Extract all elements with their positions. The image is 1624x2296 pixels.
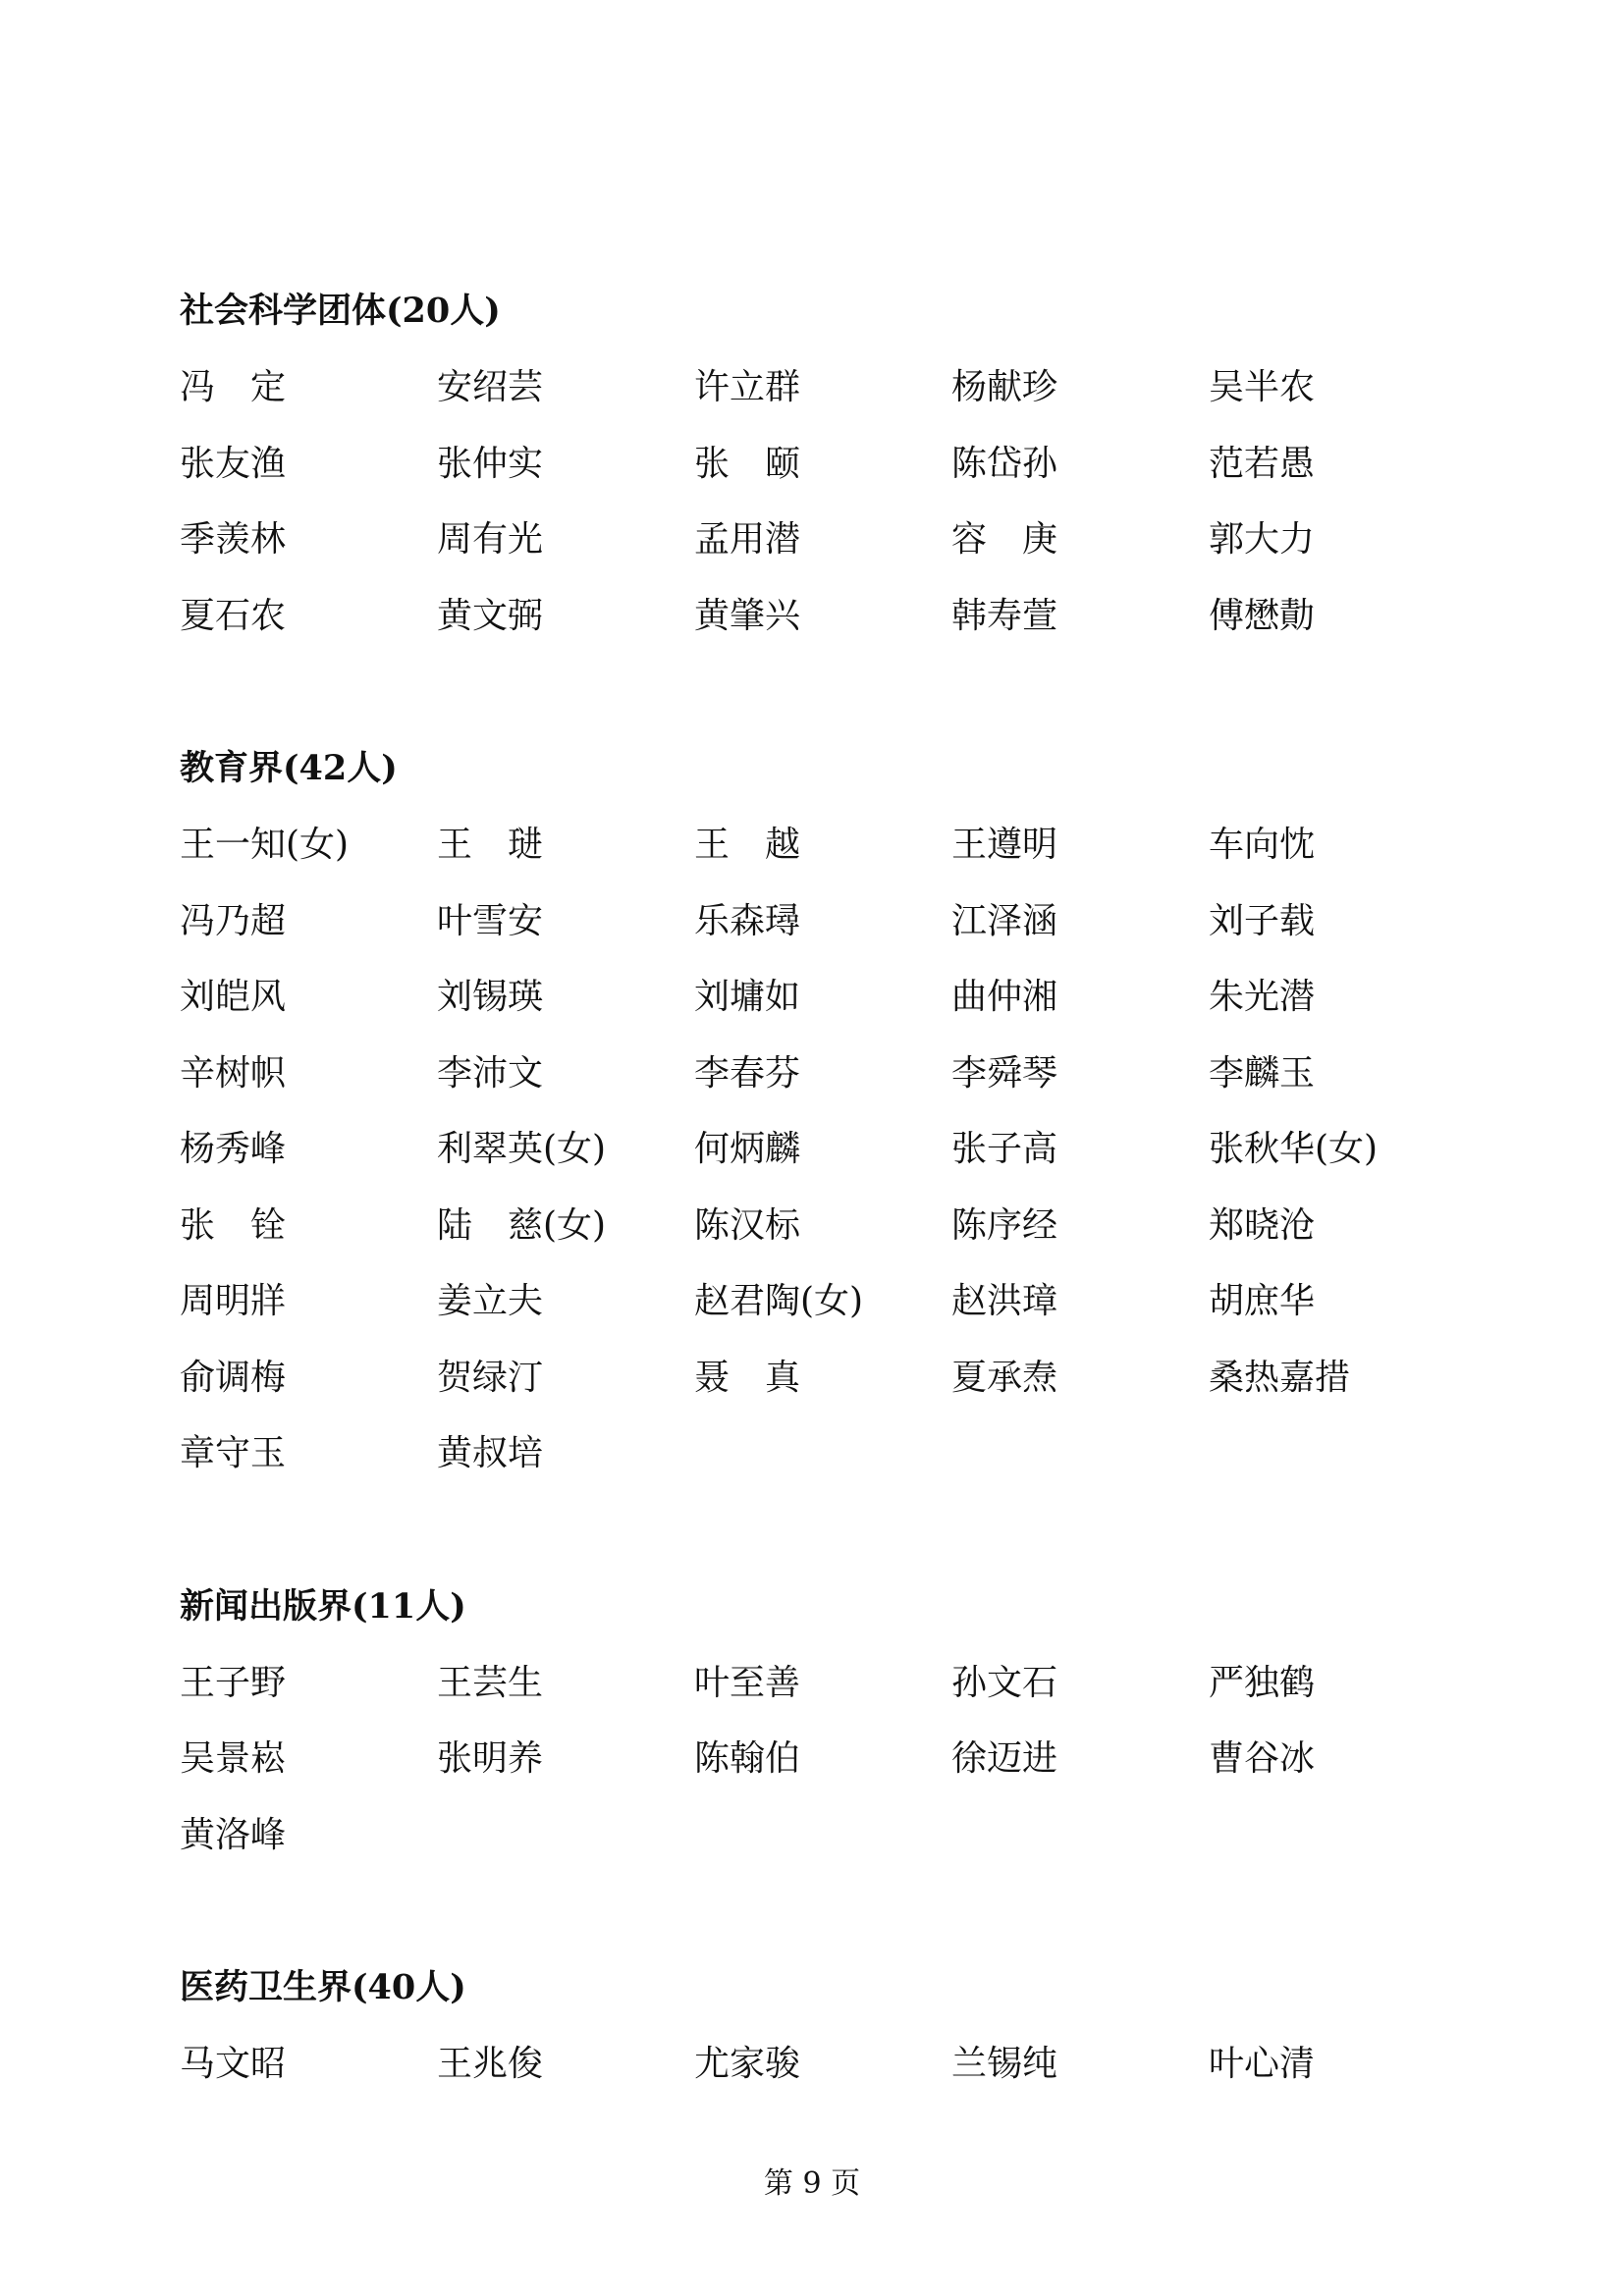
member-name: 叶至善 (694, 1662, 801, 1703)
member-name: 许立群 (694, 367, 801, 407)
member-name: 俞调梅 (180, 1357, 287, 1398)
member-name: 吴景崧 (180, 1738, 287, 1779)
member-name: 刘皑风 (180, 977, 287, 1017)
category-section (180, 730, 1456, 1492)
member-name: 杨秀峰 (180, 1129, 287, 1169)
member-name: 周有光 (437, 519, 544, 560)
category-section (180, 273, 1456, 654)
member-name: 尤家骏 (694, 2044, 801, 2084)
category-section (180, 1569, 1456, 1874)
member-name: 马文昭 (180, 2044, 287, 2084)
member-name: 季羡林 (180, 519, 287, 560)
member-name: 夏石农 (180, 595, 287, 636)
name-grid (180, 349, 1456, 654)
member-name: 李舜琴 (951, 1052, 1058, 1094)
member-name: 王遵明 (951, 825, 1058, 865)
member-name: 王芸生 (437, 1662, 544, 1703)
member-name: 何炳麟 (694, 1129, 801, 1169)
section-title: 教育界(42人) (180, 748, 398, 788)
member-name: 张 铨 (180, 1204, 287, 1246)
section-title: 新闻出版界(11人) (180, 1585, 466, 1627)
member-name: 赵洪璋 (951, 1281, 1058, 1321)
member-name: 范若愚 (1209, 443, 1316, 484)
member-name: 章守玉 (180, 1433, 287, 1473)
member-name: 贺绿汀 (437, 1357, 544, 1398)
member-name: 陈汉标 (694, 1204, 801, 1246)
member-name: 胡庶华 (1209, 1281, 1316, 1321)
member-name: 张 颐 (694, 443, 801, 484)
section-title: 医药卫生界(40人) (180, 1967, 466, 2007)
member-name: 陈翰伯 (694, 1738, 801, 1779)
member-name: 叶雪安 (437, 900, 544, 941)
member-name: 李麟玉 (1209, 1052, 1316, 1094)
category-section (180, 1949, 1456, 2103)
member-name: 张子高 (951, 1129, 1058, 1169)
name-grid (180, 807, 1456, 1492)
member-name: 徐迈进 (951, 1738, 1058, 1779)
section-title: 社会科学团体(20人) (180, 291, 501, 331)
member-name: 曲仲湘 (951, 977, 1058, 1017)
member-name: 姜立夫 (437, 1281, 544, 1321)
member-name: 王 琎 (437, 825, 544, 865)
member-name: 严独鹤 (1209, 1662, 1316, 1703)
member-name: 李春芬 (694, 1052, 801, 1094)
member-name: 江泽涵 (951, 900, 1058, 941)
member-name: 黄文弼 (437, 595, 544, 636)
member-name: 利翠英(女) (437, 1129, 607, 1169)
member-name: 王兆俊 (437, 2044, 544, 2084)
member-name: 聂 真 (694, 1357, 801, 1398)
member-list (180, 273, 1456, 2179)
member-name: 张友渔 (180, 443, 287, 484)
name-grid (180, 1645, 1456, 1874)
member-name: 冯 定 (180, 367, 287, 407)
member-name: 王子野 (180, 1662, 287, 1703)
member-name: 郑晓沧 (1209, 1204, 1316, 1246)
member-name: 王 越 (694, 825, 801, 865)
member-name: 黄肇兴 (694, 595, 801, 636)
member-name: 辛树帜 (180, 1052, 287, 1094)
member-name: 夏承焘 (951, 1357, 1058, 1398)
member-name: 朱光潜 (1209, 977, 1316, 1017)
member-name: 韩寿萱 (951, 595, 1058, 636)
member-name: 陆 慈(女) (437, 1204, 607, 1246)
member-name: 孟用潜 (694, 519, 801, 560)
member-name: 吴半农 (1209, 367, 1316, 407)
member-name: 冯乃超 (180, 900, 287, 941)
member-name: 杨献珍 (951, 367, 1058, 407)
member-name: 叶心清 (1209, 2044, 1316, 2084)
member-name: 刘墉如 (694, 977, 801, 1017)
member-name: 王一知(女) (180, 825, 350, 865)
member-name: 黄叔培 (437, 1433, 544, 1473)
member-name: 兰锡纯 (951, 2044, 1058, 2084)
member-name: 张明养 (437, 1738, 544, 1779)
member-name: 张仲实 (437, 443, 544, 484)
member-name: 傅懋勣 (1209, 595, 1316, 636)
member-name: 陈序经 (951, 1204, 1058, 1246)
member-name: 刘锡瑛 (437, 977, 544, 1017)
member-name: 张秋华(女) (1209, 1129, 1379, 1169)
member-name: 车向忱 (1209, 825, 1316, 865)
member-name: 刘子载 (1209, 900, 1316, 941)
page-number: 第 9 页 (763, 2166, 861, 2201)
member-name: 赵君陶(女) (694, 1281, 864, 1321)
member-name: 周明牂 (180, 1281, 287, 1321)
member-name: 陈岱孙 (951, 443, 1058, 484)
member-name: 李沛文 (437, 1052, 544, 1094)
member-name: 乐森璕 (694, 900, 801, 941)
member-name: 容 庚 (951, 519, 1058, 560)
member-name: 安绍芸 (437, 367, 544, 407)
member-name: 曹谷冰 (1209, 1738, 1316, 1779)
member-name: 黄洛峰 (180, 1814, 287, 1855)
member-name: 桑热嘉措 (1209, 1357, 1351, 1398)
member-name: 孙文石 (951, 1662, 1058, 1703)
name-grid (180, 2026, 1456, 2103)
member-name: 郭大力 (1209, 519, 1316, 560)
